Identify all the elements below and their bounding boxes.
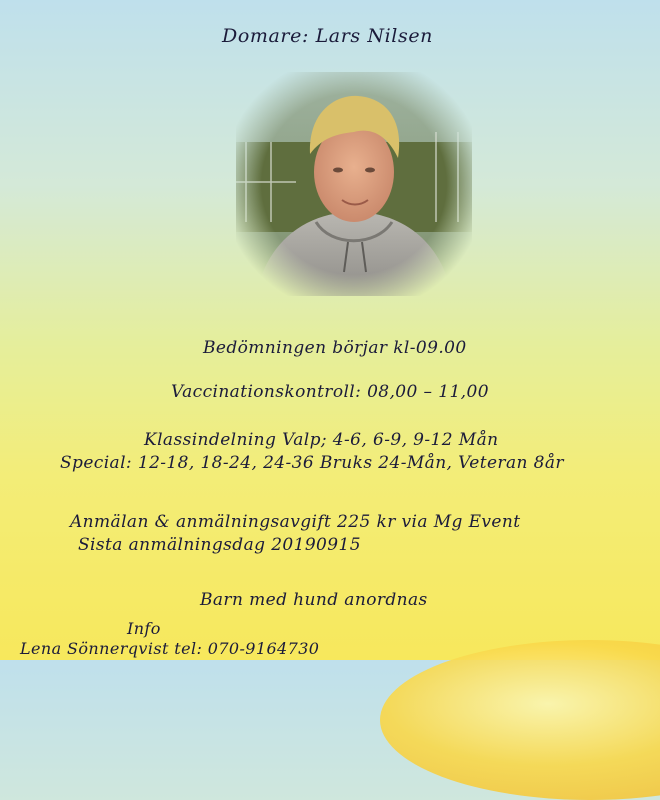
- registration-deadline-text: Sista anmälningsdag 20190915: [78, 535, 361, 555]
- info-label: Info: [127, 619, 161, 638]
- judging-start-text: Bedömningen börjar kl-09.00: [203, 338, 467, 358]
- info-contact-text: Lena Sönnerqvist tel: 070-9164730: [20, 639, 320, 658]
- judge-title: Domare: Lars Nilsen: [222, 25, 434, 47]
- sun-decoration: [380, 640, 660, 800]
- class-division-text: Klassindelning Valp; 4-6, 6-9, 9-12 Mån: [144, 430, 499, 450]
- kids-with-dogs-text: Barn med hund anordnas: [200, 590, 428, 610]
- registration-fee-text: Anmälan & anmälningsavgift 225 kr via Mg Event: [70, 512, 521, 532]
- special-classes-text: Special: 12-18, 18-24, 24-36 Bruks 24-Mån, Veteran 8år: [60, 453, 564, 473]
- vaccination-check-text: Vaccinationskontroll: 08,00 – 11,00: [171, 382, 489, 402]
- judge-photo: [236, 72, 472, 296]
- judge-portrait-image: [236, 72, 472, 296]
